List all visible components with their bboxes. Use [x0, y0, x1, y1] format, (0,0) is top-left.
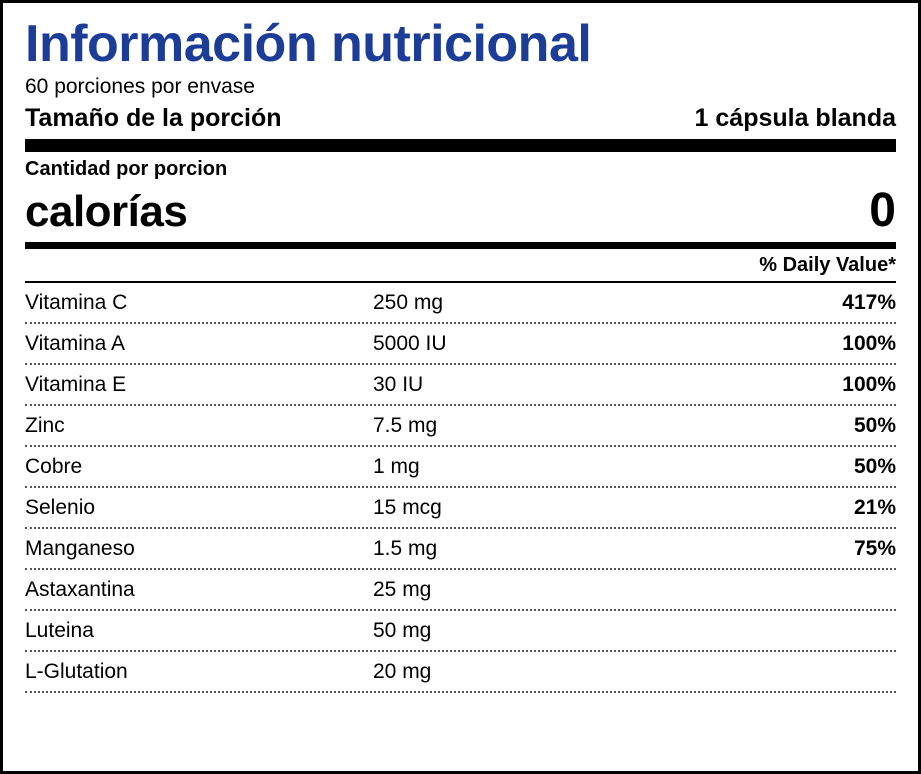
nutrient-row: [25, 529, 896, 570]
nutrient-daily-value: 50%: [853, 413, 896, 437]
divider-medium: [25, 242, 896, 249]
nutrient-amount: 30 IU: [373, 372, 424, 396]
nutrient-row: [25, 283, 896, 324]
nutrient-name: Luteina: [25, 618, 94, 642]
calories-row: [25, 183, 896, 242]
nutrient-name: L-Glutation: [25, 659, 128, 683]
amount-per-serving-label: Cantidad por porcion: [25, 157, 228, 180]
nutrient-name: Vitamina E: [25, 372, 127, 396]
nutrient-row: [25, 447, 896, 488]
nutrient-amount: 15 mcg: [373, 495, 442, 519]
nutrient-daily-value: 417%: [842, 290, 896, 314]
nutrient-amount: 25 mg: [373, 577, 432, 601]
daily-value-header: % Daily Value*: [759, 253, 896, 276]
nutrient-name: Manganeso: [25, 536, 135, 560]
nutrient-row: [25, 570, 896, 611]
nutrient-row: [25, 611, 896, 652]
nutrient-amount: 7.5 mg: [373, 413, 438, 437]
page-title: Información nutricional: [25, 15, 592, 73]
nutrient-row: [25, 488, 896, 529]
serving-size-row: [25, 104, 896, 139]
calories-label: calorías: [25, 186, 188, 236]
nutrient-name: Vitamina C: [25, 290, 128, 314]
serving-size-label: Tamaño de la porción: [25, 103, 282, 132]
nutrient-list: [25, 283, 896, 693]
nutrient-daily-value: 75%: [853, 536, 896, 560]
servings-per-container: 60 porciones por envase: [25, 74, 255, 98]
nutrient-name: Astaxantina: [25, 577, 135, 601]
nutrient-amount: 1 mg: [373, 454, 420, 478]
nutrient-daily-value: 100%: [842, 372, 896, 396]
nutrient-daily-value: 21%: [853, 495, 896, 519]
nutrient-row: [25, 406, 896, 447]
nutrient-name: Vitamina A: [25, 331, 126, 355]
nutrient-name: Selenio: [25, 495, 96, 519]
nutrient-amount: 5000 IU: [373, 331, 447, 355]
nutrient-row: [25, 652, 896, 693]
divider-thick-top: [25, 139, 896, 152]
nutrient-row: [25, 365, 896, 406]
nutrient-name: Cobre: [25, 454, 83, 478]
nutrient-daily-value: 100%: [842, 331, 896, 355]
nutrient-amount: 250 mg: [373, 290, 444, 314]
nutrient-amount: 20 mg: [373, 659, 432, 683]
calories-value: 0: [869, 183, 896, 237]
nutrient-amount: 1.5 mg: [373, 536, 438, 560]
nutrient-daily-value: 50%: [853, 454, 896, 478]
nutrient-row: [25, 324, 896, 365]
nutrient-name: Zinc: [25, 413, 65, 437]
nutrient-amount: 50 mg: [373, 618, 432, 642]
serving-size-value: 1 cápsula blanda: [694, 103, 896, 132]
